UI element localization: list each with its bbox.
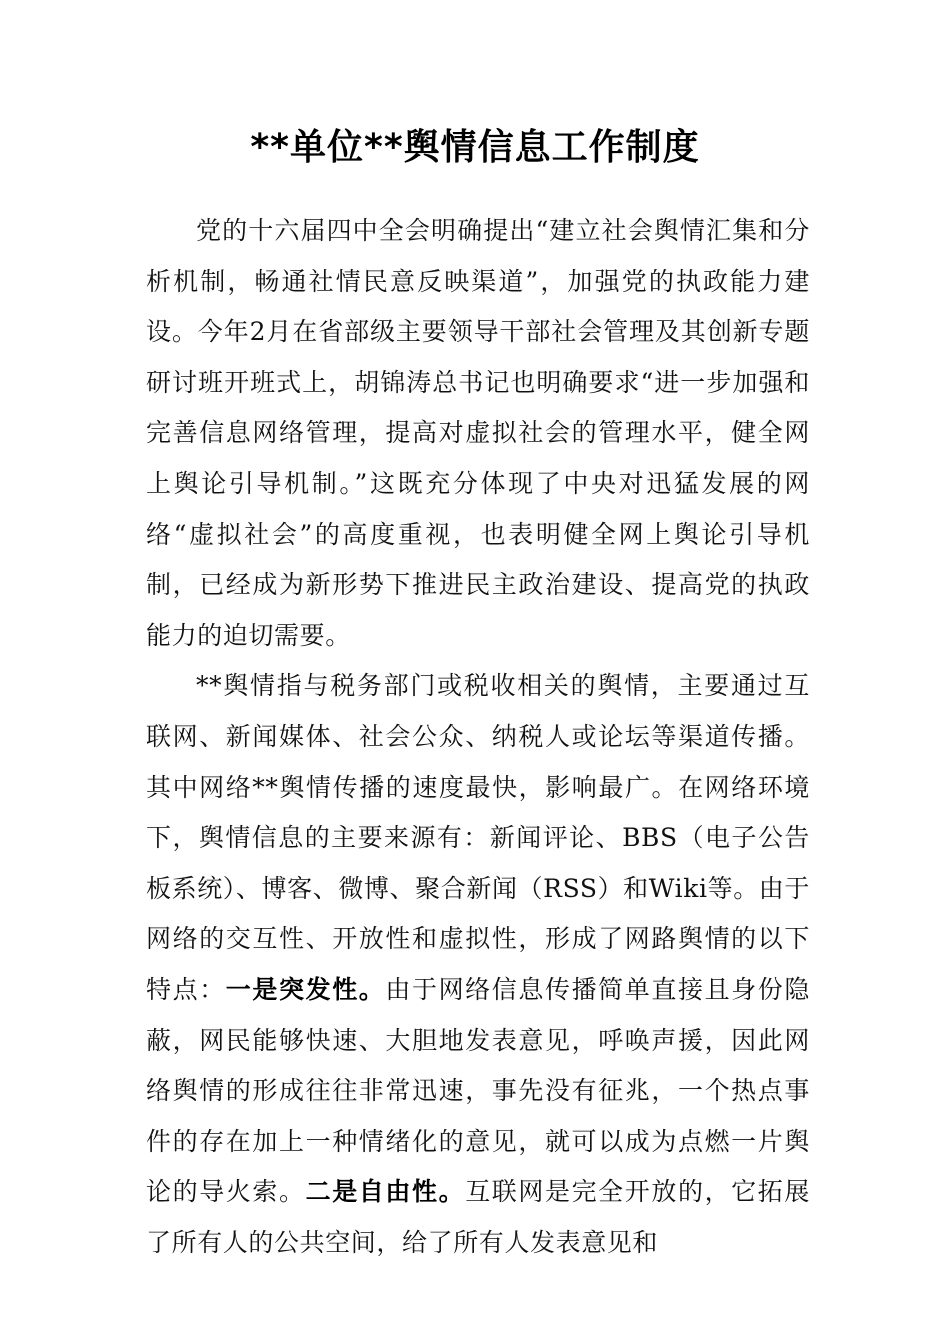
paragraph-intro: 党的十六届四中全会明确提出“建立社会舆情汇集和分析机制，畅通社情民意反映渠道”，加强党的执政能力建设。今年2月在省部级主要领导干部社会管理及其创新专题研讨班开班式上，胡锦涛总书记也明确要求“进一步加强和完善信息网络管理，提高对虚拟社会的管理水平，健全网上舆论引导机制。”这既充分体现了中央对迅猛发展的网络“虚拟社会”的高度重视，也表明健全网上舆论引导机制，已经成为新形势下推进民主政治建设、提高党的执政能力的迫切需要。 — [146, 216, 810, 650]
document-body — [146, 206, 810, 1268]
emphasis-point-one: 一是突发性。 — [225, 974, 386, 1004]
paragraph-text: 互联网是完全开放的，它拓展了所有人的公共空间，给了所有人发表意见和 — [146, 1177, 810, 1257]
document-title: **单位**舆情信息工作制度 — [250, 127, 700, 168]
paragraph-text: **舆情指与税务部门或税收相关的舆情，主要通过互联网、新闻媒体、社会公众、纳税人或论坛等渠道传播。其中网络**舆情传播的速度最快，影响最广。在网络环境下，舆情信息的主要来源有：新闻评论、BBS（电子公告板系统）、博客、微博、聚合新闻（RSS）和Wiki等。由于网络的交互性、开放性和虚拟性，形成了网路舆情的以下特点： — [146, 671, 810, 1004]
paragraph-characteristics — [146, 661, 810, 1268]
paragraph-text: 由于网络信息传播简单直接且身份隐蔽，网民能够快速、大胆地发表意见，呼唤声援，因此网络舆情的形成往往非常迅速，事先没有征兆，一个热点事件的存在加上一种情绪化的意见，就可以成为点燃一片舆论的导火索。 — [146, 974, 810, 1207]
emphasis-point-two: 二是自由性。 — [305, 1177, 466, 1207]
